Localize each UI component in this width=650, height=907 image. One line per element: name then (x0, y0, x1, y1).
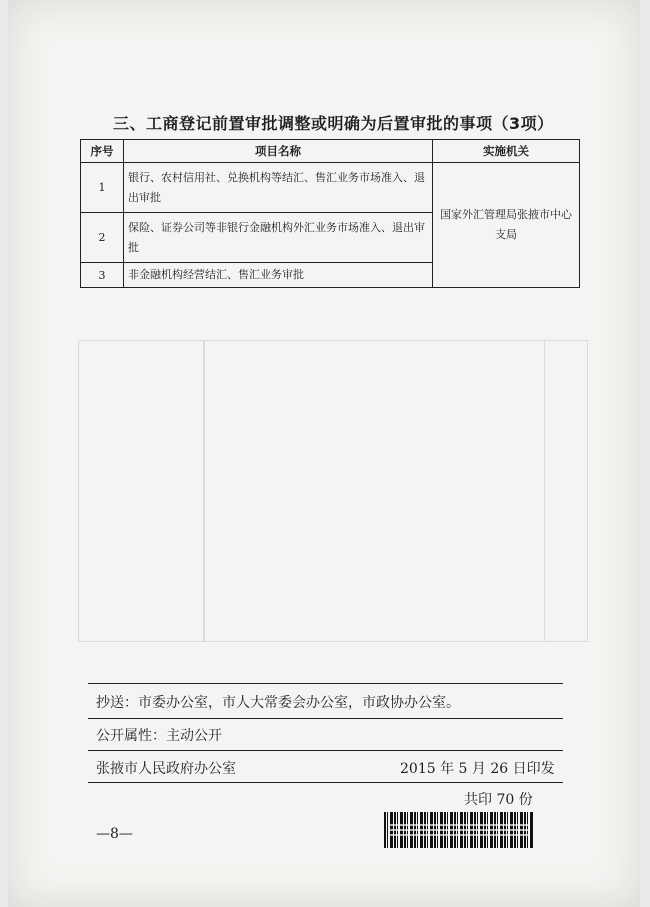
issue-date: 2015 年 5 月 26 日印发 (400, 761, 555, 777)
table-row (81, 163, 580, 213)
print-copies: 共印 70 份 (464, 792, 533, 808)
header-item-name: 项目名称 (124, 140, 433, 163)
footer-rule-top (88, 683, 563, 684)
approval-items-table (80, 139, 580, 288)
row-item-name: 非金融机构经营结汇、售汇业务审批 (124, 263, 433, 288)
row-seq: 2 (81, 213, 124, 263)
row-item-name: 银行、农村信用社、兑换机构等结汇、售汇业务市场准入、退出审批 (124, 163, 433, 213)
footer-rule-bottom (88, 782, 563, 783)
header-agency: 实施机关 (433, 140, 580, 163)
table-header-row (81, 140, 580, 163)
row-item-name: 保险、证券公司等非银行金融机构外汇业务市场准入、退出审批 (124, 213, 433, 263)
footer-rule (88, 718, 563, 719)
footer-rule (88, 750, 563, 751)
row-seq: 3 (81, 263, 124, 288)
disclosure-line: 公开属性：主动公开 (96, 728, 222, 744)
barcode-icon (384, 812, 534, 848)
page-number: —8— (96, 826, 133, 842)
implementing-agency: 国家外汇管理局张掖市中心支局 (433, 163, 580, 288)
issuer-name: 张掖市人民政府办公室 (96, 761, 236, 777)
document-page (8, 0, 640, 907)
cc-line: 抄送：市委办公室，市人大常委会办公室，市政协办公室。 (96, 695, 460, 711)
header-seq: 序号 (81, 140, 124, 163)
bleed-through-table (78, 285, 588, 640)
section-heading: 三、工商登记前置审批调整或明确为后置审批的事项（3项） (113, 114, 554, 133)
row-seq: 1 (81, 163, 124, 213)
